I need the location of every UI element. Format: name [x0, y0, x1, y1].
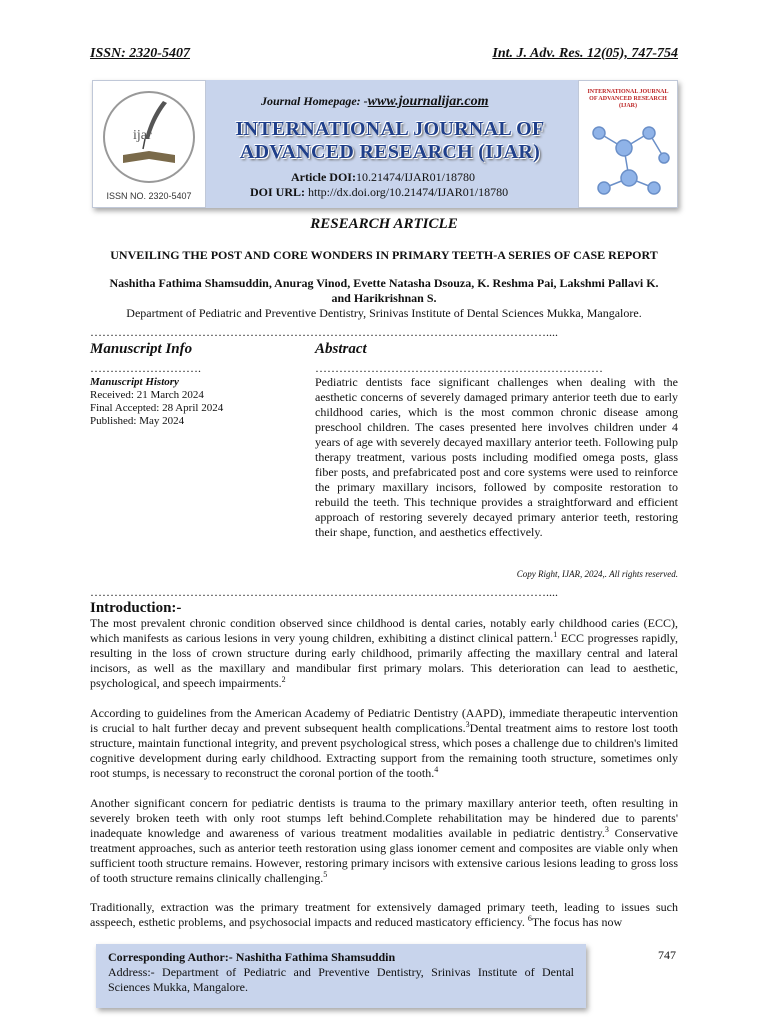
p2-text-a: According to guidelines from the American Academy of Pediatric Dentistry (AAPD), immediate therapeutic intervention is crucial to halt further decay and prevent subsequent health complications. — [90, 706, 678, 735]
intro-paragraph-2 — [90, 706, 678, 781]
corresponding-author-box — [96, 944, 586, 1008]
citation-ref[interactable]: 3 — [465, 720, 470, 729]
doi-value: 10.21474/IJAR01/18780 — [355, 170, 475, 184]
abstract-text: Pediatric dentists face significant challenges when dealing with the aesthetic concerns of severely damaged primary anterior teeth due to early childhood caries, which is the most common chronic disease among preschool children. The cases presented here involves children under 4 years of age with severely decayed maxillary anterior teeth. Following pulp therapy treatment, various posts including modified omega posts, glass fiber posts, and prefabricated post and core systems were used to reinforce the primary maxillary incisors, followed by composite restoration to rebuild the teeth. This technique provides a straightforward and efficient approach of restoring severely decayed primary anterior teeth, restoring their shape, function, and aesthetics effectively. — [315, 375, 678, 539]
author-list — [90, 276, 678, 306]
divider-abstract: ……………………………………………………………… — [315, 361, 603, 375]
article-doi — [291, 170, 475, 185]
running-header — [90, 46, 678, 62]
affiliation: Department of Pediatric and Preventive Dentistry, Srinivas Institute of Dental Sciences Mukka, Mangalore. — [126, 306, 642, 320]
authors-line1: Nashitha Fathima Shamsuddin, Anurag Vinod, Evette Natasha Dsouza, K. Reshma Pai, Lakshmi Pallavi K. — [109, 276, 659, 290]
p3-text-a: Another significant concern for pediatric dentists is trauma to the primary maxillary anterior teeth, often resulting in severely broken teeth with only root stumps left behind.Complete rehabilitation may be hindered due to parents' inadequate knowledge and awareness of various treatment modalities available in pediatric dentistry. — [90, 796, 678, 840]
doi-label: Article DOI: — [291, 170, 356, 184]
article-type: RESEARCH ARTICLE — [310, 216, 458, 232]
citation-ref[interactable]: 5 — [323, 870, 328, 879]
p3-text-b: Conservative treatment approaches, such as anterior teeth restoration using glass ionomer cement and composites are viable only when sufficient tooth structure remains. However, restoring primary incisors with extensive carious lesions leading to gross loss of tooth structure remains clinically challenging. — [90, 826, 678, 885]
divider-top: …………………………………………………………………………………………………….... — [90, 325, 558, 339]
citation-ref[interactable]: 2 — [281, 675, 286, 684]
journal-title-line2: ADVANCED RESEARCH (IJAR) — [239, 141, 541, 163]
manuscript-history — [90, 376, 223, 428]
doi-url — [250, 185, 508, 200]
divider-mi: ………………………. — [90, 361, 201, 375]
journal-cover-thumbnail — [578, 80, 678, 208]
intro-paragraph-1 — [90, 616, 678, 691]
received-date: Received: 21 March 2024 — [90, 389, 204, 401]
p4-text-b: The focus has now — [531, 915, 623, 929]
introduction-heading: Introduction:- — [90, 600, 182, 616]
copyright: Copy Right, IJAR, 2024,. All rights reserved. — [516, 569, 678, 579]
doi-url-label: DOI URL: — [250, 185, 306, 199]
manuscript-info-heading: Manuscript Info — [90, 341, 193, 357]
author-address: Address:- Department of Pediatric and Preventive Dentistry, Srinivas Institute of Dental Sciences Mukka, Mangalore. — [108, 965, 574, 994]
homepage-label: Journal Homepage: - — [261, 94, 368, 108]
citation-text: Int. J. Adv. Res. 12(05), 747-754 — [492, 46, 678, 61]
p2-text-b: Dental treatment aims to restore lost tooth structure, maintain functional integrity, and prevent psychological stress, which poses a challenge due to children's limited cognitive development during early childhood. Extracting support from the remaining tooth structure, sometimes only root stumps, is necessary to reconstruct the coronal portion of the tooth. — [90, 721, 678, 780]
corresponding-author: Corresponding Author:- Nashitha Fathima Shamsuddin — [108, 950, 396, 964]
journal-title-line1: INTERNATIONAL JOURNAL OF — [235, 118, 545, 140]
divider-bottom: …………………………………………………………………………………………………….... — [90, 585, 558, 599]
history-label: Manuscript History — [90, 376, 179, 388]
homepage-link[interactable]: www.journalijar.com — [367, 94, 489, 109]
citation-ref[interactable]: 3 — [604, 825, 609, 834]
citation-ref[interactable]: 1 — [553, 630, 558, 639]
issn-text: ISSN: 2320-5407 — [90, 46, 190, 61]
accepted-date: Final Accepted: 28 April 2024 — [90, 402, 224, 414]
citation-ref[interactable]: 6 — [527, 914, 532, 923]
logo-circle — [103, 91, 195, 183]
molecule-icon — [579, 103, 678, 208]
intro-paragraph-3 — [90, 796, 678, 886]
abstract-heading: Abstract — [315, 341, 367, 357]
paper-title: UNVEILING THE POST AND CORE WONDERS IN PRIMARY TEETH-A SERIES OF CASE REPORT — [110, 248, 658, 262]
journal-logo — [92, 80, 206, 208]
citation-ref[interactable]: 4 — [434, 765, 439, 774]
p1-text-b: ECC progresses rapidly, resulting in the loss of crown structure during early childhood, primarily affecting the maxillary central and lateral incisors, as well as the maxillary and mandibular first primary molars. This deterioration can lead to aesthetic, psychological, and speech impairments. — [90, 631, 678, 690]
logo-issn: ISSN NO. 2320-5407 — [106, 191, 192, 201]
journal-homepage — [261, 94, 489, 110]
p1-text-a: The most prevalent chronic condition observed since childhood is dental caries, notably early childhood caries (ECC), which manifests as carious lesions in very young children, exhibiting a distinct clinical pattern. — [90, 616, 678, 645]
cover-title: INTERNATIONAL JOURNAL OF ADVANCED RESEARCH (IJAR) — [587, 89, 669, 109]
quill-book-icon — [105, 93, 193, 181]
intro-paragraph-4 — [90, 900, 678, 930]
published-date: Published: May 2024 — [90, 415, 185, 427]
logo-text: ijar — [133, 128, 152, 143]
doi-url-link[interactable]: http://dx.doi.org/10.21474/IJAR01/18780 — [308, 185, 509, 199]
page-number: 747 — [658, 948, 676, 962]
p4-text-a: Traditionally, extraction was the primary treatment for extensively damaged primary teeth, leading to issues such asspeech, esthetic problems, and psychosocial impacts and reduced masticatory efficiency. — [90, 900, 678, 929]
journal-title — [200, 118, 580, 164]
authors-line2: and Harikrishnan S. — [331, 291, 437, 305]
